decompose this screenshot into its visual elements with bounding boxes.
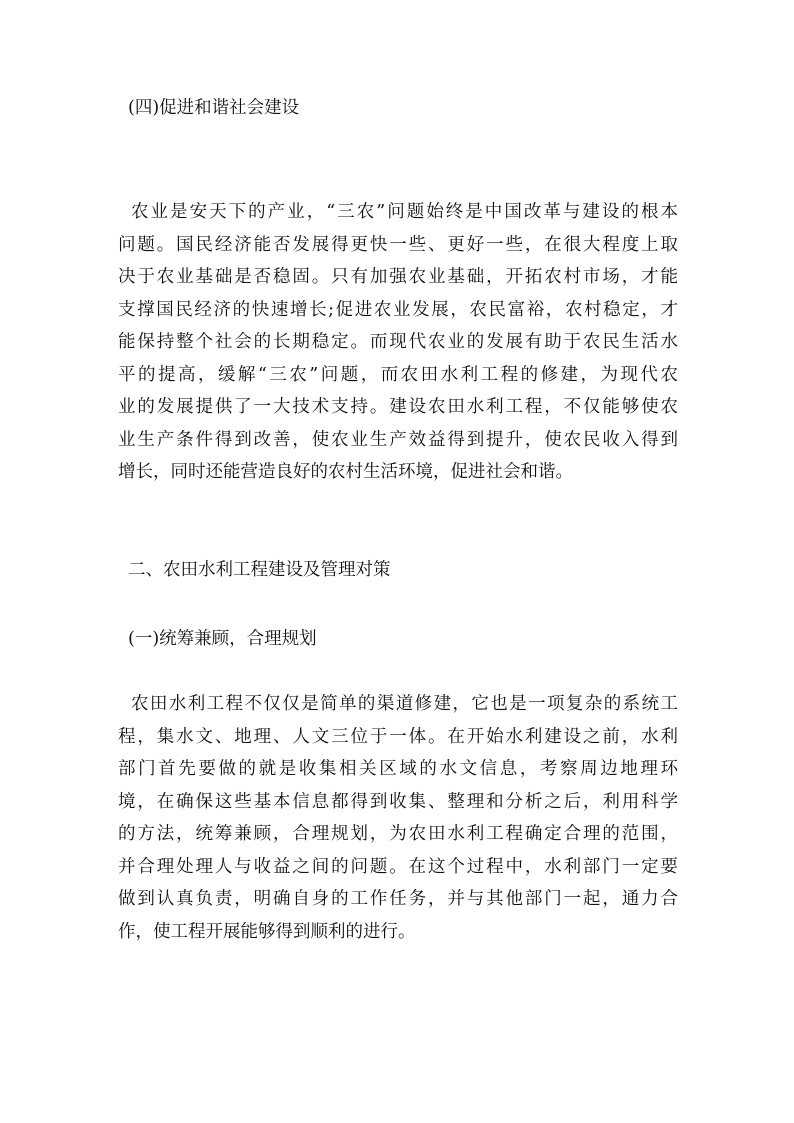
paragraph-line: 业生产条件得到改善，使农业生产效益得到提升，使农民收入得到 [118,429,678,450]
paragraph-line: 并合理处理人与收益之间的问题。在这个过程中，水利部门一定要 [118,856,678,877]
paragraph-line: 平的提高，缓解“三农”问题，而农田水利工程的修建，为现代农 [118,364,678,385]
paragraph-line: 增长，同时还能营造良好的农村生活环境，促进社会和谐。 [118,462,573,482]
paragraph-planning-details [118,688,678,948]
paragraph-line: 作，使工程开展能够得到顺利的进行。 [118,921,416,942]
paragraph-line: 境，在确保这些基本信息都得到收集、整理和分析之后，利用科学 [118,791,678,812]
paragraph-line: 问题。国民经济能否发展得更快一些、更好一些，在很大程度上取 [118,234,678,255]
paragraph-line: 业的发展提供了一大技术支持。建设农田水利工程，不仅能够使农 [118,397,678,417]
paragraph-line: 做到认真负责，明确自身的工作任务，并与其他部门一起，通力合 [118,889,678,909]
paragraph-line: 能保持整个社会的长期稳定。而现代农业的发展有助于农民生活水 [118,332,678,352]
paragraph-agriculture-importance [118,196,678,489]
paragraph-line: 农业是安天下的产业，“三农”问题始终是中国改革与建设的根本 [131,202,678,222]
subsection-heading-planning: (一)统筹兼顾，合理规划 [128,629,317,649]
section-heading-countermeasures: 二、农田水利工程建设及管理对策 [128,560,391,580]
paragraph-line: 决于农业基础是否稳固。只有加强农业基础，开拓农村市场，才能 [118,267,678,287]
paragraph-line: 的方法，统筹兼顾，合理规划，为农田水利工程确定合理的范围， [118,824,678,844]
paragraph-line: 支撑国民经济的快速增长;促进农业发展，农民富裕，农村稳定，才 [118,299,678,320]
paragraph-line: 农田水利工程不仅仅是简单的渠道修建，它也是一项复杂的系统工 [131,694,678,714]
paragraph-line: 程，集水文、地理、人文三位于一体。在开始水利建设之前，水利 [118,726,678,747]
section-heading-promote-harmony: (四)促进和谐社会建设 [128,98,300,118]
paragraph-line: 部门首先要做的就是收集相关区域的水文信息，考察周边地理环 [118,759,678,779]
